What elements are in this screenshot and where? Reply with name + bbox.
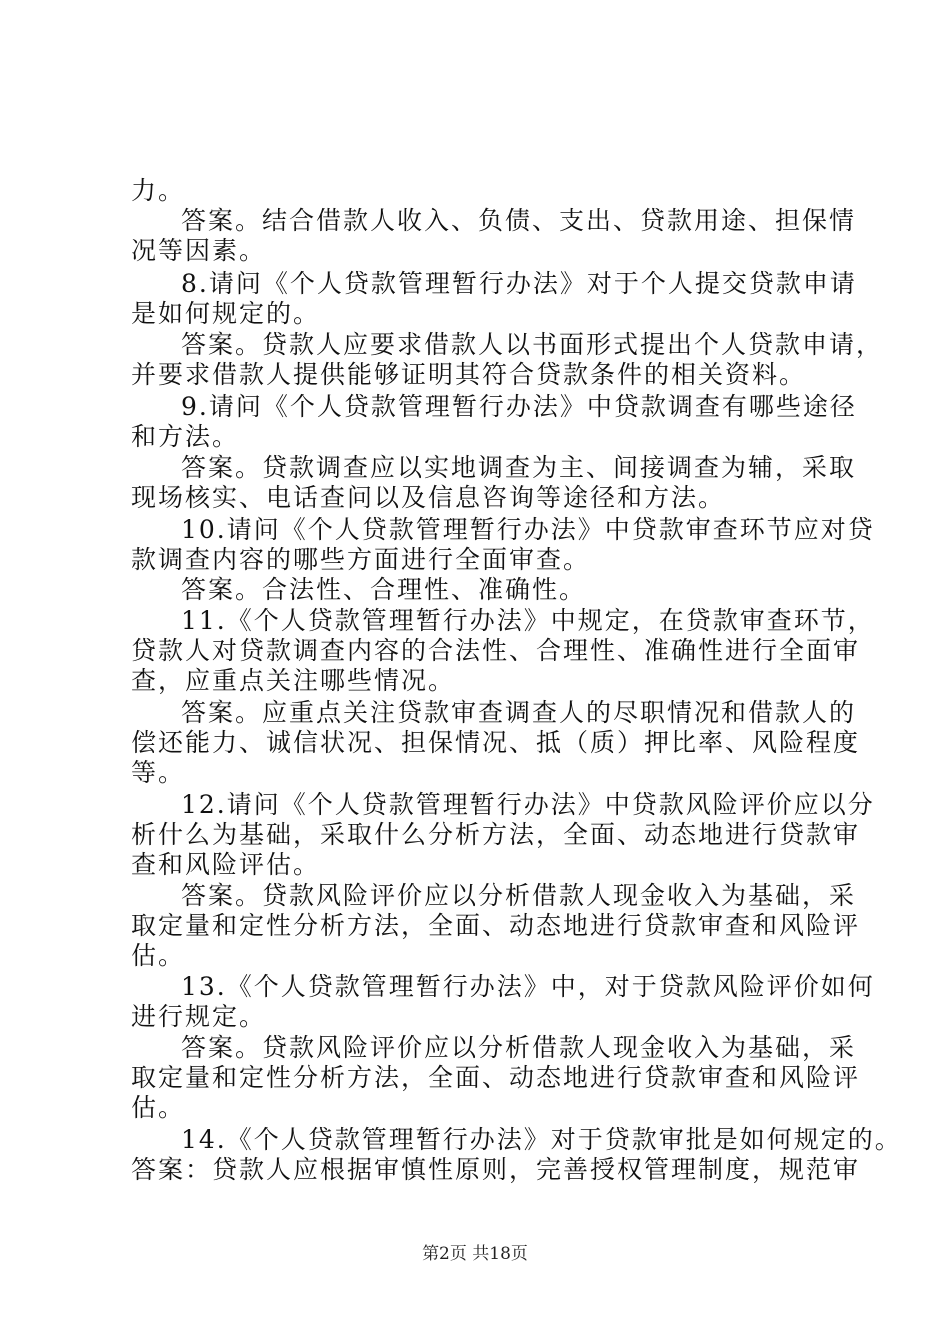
text-line: 取定量和定性分析方法，全面、动态地进行贷款审查和风险评 — [131, 1063, 861, 1092]
text-line: 答案。贷款风险评价应以分析借款人现金收入为基础，采 — [181, 881, 857, 910]
text-line: 偿还能力、诚信状况、担保情况、抵（质）押比率、风险程度 — [131, 728, 861, 757]
text-line: 析什么为基础，采取什么分析方法，全面、动态地进行贷款审 — [131, 820, 861, 849]
text-line: 8.请问《个人贷款管理暂行办法》对于个人提交贷款申请 — [181, 269, 857, 298]
text-line: 10.请问《个人贷款管理暂行办法》中贷款审查环节应对贷 — [181, 515, 875, 544]
text-line: 贷款人对贷款调查内容的合法性、合理性、准确性进行全面审 — [131, 636, 861, 665]
text-line: 答案：贷款人应根据审慎性原则，完善授权管理制度，规范审 — [131, 1155, 861, 1184]
text-line: 现场核实、电话查问以及信息咨询等途径和方法。 — [131, 483, 726, 512]
text-line: 9.请问《个人贷款管理暂行办法》中贷款调查有哪些途径 — [181, 392, 857, 421]
text-line: 况等因素。 — [131, 236, 267, 265]
text-line: 答案。贷款人应要求借款人以书面形式提出个人贷款申请， — [181, 330, 884, 359]
text-line: 和方法。 — [131, 422, 240, 451]
text-line: 是如何规定的。 — [131, 299, 321, 328]
text-line: 12.请问《个人贷款管理暂行办法》中贷款风险评价应以分 — [181, 790, 875, 819]
text-line: 14.《个人贷款管理暂行办法》对于贷款审批是如何规定的。 — [181, 1125, 902, 1154]
text-line: 答案。合法性、合理性、准确性。 — [181, 575, 587, 604]
text-line: 款调查内容的哪些方面进行全面审查。 — [131, 545, 591, 574]
text-line: 估。 — [131, 941, 186, 970]
text-line: 查，应重点关注哪些情况。 — [131, 666, 456, 695]
text-line: 答案。贷款风险评价应以分析借款人现金收入为基础，采 — [181, 1033, 857, 1062]
text-line: 查和风险评估。 — [131, 850, 321, 879]
text-line: 取定量和定性分析方法，全面、动态地进行贷款审查和风险评 — [131, 911, 861, 940]
text-line: 13.《个人贷款管理暂行办法》中，对于贷款风险评价如何 — [181, 972, 875, 1001]
text-line: 进行规定。 — [131, 1002, 267, 1031]
text-line: 11.《个人贷款管理暂行办法》中规定，在贷款审查环节， — [181, 606, 875, 635]
text-line: 并要求借款人提供能够证明其符合贷款条件的相关资料。 — [131, 360, 807, 389]
text-line: 力。 — [131, 176, 186, 205]
text-line: 估。 — [131, 1093, 186, 1122]
text-line: 答案。应重点关注贷款审查调查人的尽职情况和借款人的 — [181, 698, 857, 727]
text-line: 答案。贷款调查应以实地调查为主、间接调查为辅，采取 — [181, 453, 857, 482]
text-line: 答案。结合借款人收入、负债、支出、贷款用途、担保情 — [181, 206, 857, 235]
text-line: 等。 — [131, 758, 186, 787]
page-footer: 第2页 共18页 — [422, 1244, 528, 1264]
